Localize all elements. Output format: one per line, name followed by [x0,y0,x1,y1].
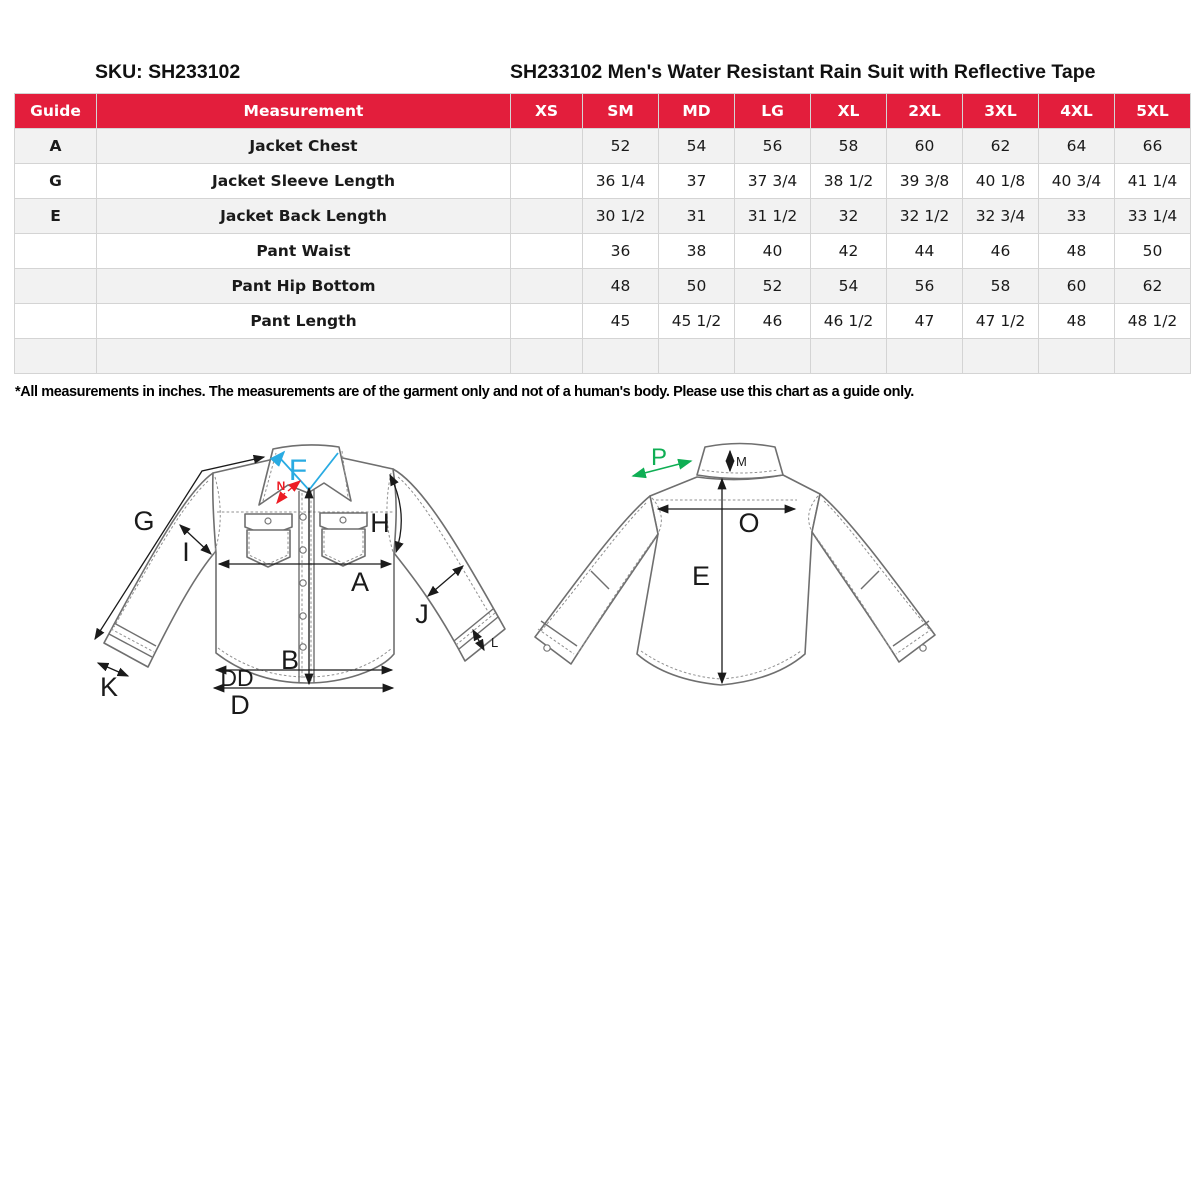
guide-cell: G [15,164,97,199]
size-cell [1039,339,1115,374]
label-cuff-L: L [491,635,499,650]
measurement-cell: Jacket Chest [97,129,511,164]
size-cell: 33 1/4 [1115,199,1191,234]
garment-diagrams [92,433,945,733]
label-hem-D: D [230,690,250,720]
size-cell: 38 [659,234,735,269]
size-cell: 33 [1039,199,1115,234]
size-cell [511,164,583,199]
size-cell [963,339,1039,374]
col-header-3xl: 3XL [963,94,1039,129]
size-cell [511,304,583,339]
size-cell: 31 [659,199,735,234]
label-armhole-H: H [370,508,390,538]
guide-cell [15,234,97,269]
jacket-back-diagram [525,433,945,733]
size-cell: 60 [887,129,963,164]
label-sleeve-G: G [133,506,155,536]
size-cell: 32 1/2 [887,199,963,234]
size-cell: 37 3/4 [735,164,811,199]
size-cell: 58 [811,129,887,164]
size-cell: 32 [811,199,887,234]
label-front-length-B: B [280,645,300,675]
col-header-4xl: 4XL [1039,94,1115,129]
size-cell: 45 [583,304,659,339]
label-collar-M: M [736,454,747,469]
guide-cell: E [15,199,97,234]
size-cell: 37 [659,164,735,199]
size-cell: 30 1/2 [583,199,659,234]
label-cuff-K: K [99,672,119,702]
table-header-row [15,94,1191,129]
size-cell: 52 [735,269,811,304]
size-cell [511,339,583,374]
label-armhole-I: I [182,537,190,567]
col-header-lg: LG [735,94,811,129]
size-cell [1115,339,1191,374]
size-cell: 50 [659,269,735,304]
guide-cell [15,304,97,339]
size-cell [811,339,887,374]
size-cell: 45 1/2 [659,304,735,339]
col-header-xl: XL [811,94,887,129]
label-hem-DD: DD [220,665,254,691]
label-collar-F: F [288,454,308,487]
size-cell: 46 [735,304,811,339]
col-header-guide: Guide [15,94,97,129]
size-cell: 46 [963,234,1039,269]
guide-cell: A [15,129,97,164]
size-cell [735,339,811,374]
size-table [14,93,1191,374]
size-cell: 62 [1115,269,1191,304]
size-cell: 36 1/4 [583,164,659,199]
size-cell: 40 [735,234,811,269]
size-cell: 56 [887,269,963,304]
footnote: *All measurements in inches. The measurements are of the garment only and not of a human's body. Please use this chart as a guide only. [15,384,914,400]
table-row-jacket-sleeve-length [15,164,1191,199]
size-cell: 41 1/4 [1115,164,1191,199]
size-cell: 47 1/2 [963,304,1039,339]
table-row-pant-length [15,304,1191,339]
size-cell: 31 1/2 [735,199,811,234]
size-cell [511,234,583,269]
measurement-cell: Pant Waist [97,234,511,269]
col-header-xs: XS [511,94,583,129]
col-header-md: MD [659,94,735,129]
size-cell: 40 3/4 [1039,164,1115,199]
table-row-pant-waist [15,234,1191,269]
table-row-pant-hip-bottom [15,269,1191,304]
size-cell: 40 1/8 [963,164,1039,199]
size-cell: 54 [659,129,735,164]
col-header-5xl: 5XL [1115,94,1191,129]
size-cell: 48 [1039,234,1115,269]
size-cell: 42 [811,234,887,269]
size-cell: 66 [1115,129,1191,164]
size-cell [511,199,583,234]
size-cell: 38 1/2 [811,164,887,199]
label-forearm-J: J [415,599,429,629]
label-chest-A: A [350,567,370,597]
sku-label: SKU: SH233102 [95,61,241,83]
size-cell: 44 [887,234,963,269]
size-cell: 58 [963,269,1039,304]
size-cell: 39 3/8 [887,164,963,199]
size-cell [583,339,659,374]
measurement-cell: Jacket Back Length [97,199,511,234]
measurement-cell: Pant Hip Bottom [97,269,511,304]
table-row-jacket-chest [15,129,1191,164]
size-cell: 48 1/2 [1115,304,1191,339]
jacket-front-diagram [92,433,512,733]
col-header-sm: SM [583,94,659,129]
table-row-jacket-back-length [15,199,1191,234]
size-cell: 48 [583,269,659,304]
measurement-cell: Jacket Sleeve Length [97,164,511,199]
col-header-2xl: 2XL [887,94,963,129]
size-cell: 54 [811,269,887,304]
table-row-empty [15,339,1191,374]
size-cell [887,339,963,374]
size-cell: 62 [963,129,1039,164]
label-shoulder-P: P [650,444,668,471]
product-title: SH233102 Men's Water Resistant Rain Suit with Reflective Tape [510,61,1096,83]
size-cell: 52 [583,129,659,164]
measurement-cell [97,339,511,374]
size-cell: 60 [1039,269,1115,304]
jacket-back-sketch [535,444,935,686]
label-collar-N: N [276,479,286,493]
size-cell: 64 [1039,129,1115,164]
size-cell [511,269,583,304]
size-cell: 32 3/4 [963,199,1039,234]
measurement-cell: Pant Length [97,304,511,339]
size-cell: 56 [735,129,811,164]
size-cell: 50 [1115,234,1191,269]
size-cell [511,129,583,164]
size-cell: 46 1/2 [811,304,887,339]
guide-cell [15,339,97,374]
size-cell: 48 [1039,304,1115,339]
size-cell: 36 [583,234,659,269]
label-back-width-O: O [738,508,760,538]
col-header-measurement: Measurement [97,94,511,129]
size-cell: 47 [887,304,963,339]
guide-cell [15,269,97,304]
label-back-length-E: E [691,561,710,591]
size-cell [659,339,735,374]
